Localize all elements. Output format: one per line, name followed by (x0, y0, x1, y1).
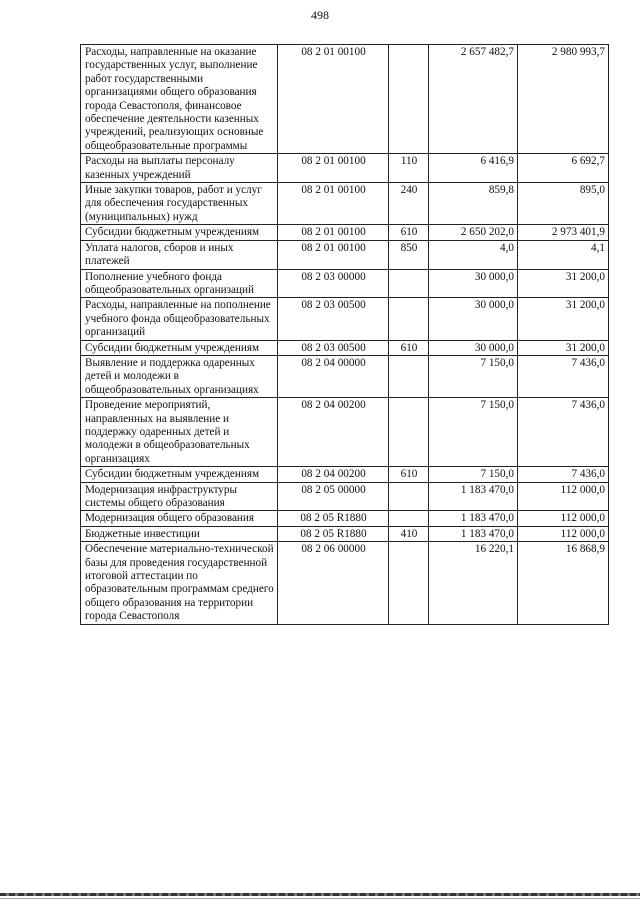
row-name-cell: Выявление и поддержка одаренных детей и молодежи в общеобразовательных организациях (81, 355, 278, 397)
row-code-cell: 08 2 01 00100 (278, 183, 389, 225)
row-amount-year1-cell: 1 183 470,0 (429, 482, 518, 511)
row-code-cell: 08 2 04 00200 (278, 467, 389, 482)
table-row (81, 269, 609, 298)
row-code-cell: 08 2 05 R1880 (278, 526, 389, 541)
row-amount-year1-cell: 6 416,9 (429, 154, 518, 183)
row-amount-year2-cell: 6 692,7 (518, 154, 609, 183)
row-name-cell: Обеспечение материально-технической базы для проведения государственной итоговой аттестации по образовательным программам среднего общего образования на территории города Севастополя (81, 542, 278, 624)
row-name-cell: Расходы на выплаты персоналу казенных учреждений (81, 154, 278, 183)
row-code-cell: 08 2 03 00000 (278, 269, 389, 298)
row-code-cell: 08 2 01 00100 (278, 154, 389, 183)
row-amount-year2-cell: 7 436,0 (518, 355, 609, 397)
table-row (81, 482, 609, 511)
row-name-cell: Расходы, направленные на оказание государственных услуг, выполнение работ государственными организациями общего образования города Севастополя, финансовое обеспечение деятельности казенных учреждений, реализующих основные общеобразовательные программы (81, 45, 278, 154)
row-expense-type-cell: 110 (389, 154, 429, 183)
bottom-border-line (0, 893, 640, 896)
row-name-cell: Субсидии бюджетным учреждениям (81, 467, 278, 482)
row-expense-type-cell: 610 (389, 225, 429, 240)
row-amount-year1-cell: 30 000,0 (429, 340, 518, 355)
row-amount-year2-cell: 4,1 (518, 240, 609, 269)
row-expense-type-cell: 850 (389, 240, 429, 269)
table-row (81, 298, 609, 340)
row-amount-year1-cell: 859,8 (429, 183, 518, 225)
table-row (81, 398, 609, 467)
row-expense-type-cell (389, 298, 429, 340)
row-amount-year1-cell: 7 150,0 (429, 355, 518, 397)
row-amount-year2-cell: 16 868,9 (518, 542, 609, 624)
row-amount-year2-cell: 2 973 401,9 (518, 225, 609, 240)
row-amount-year1-cell: 7 150,0 (429, 467, 518, 482)
row-expense-type-cell: 240 (389, 183, 429, 225)
table-row (81, 511, 609, 526)
row-expense-type-cell (389, 542, 429, 624)
row-name-cell: Субсидии бюджетным учреждениям (81, 340, 278, 355)
table-row (81, 355, 609, 397)
row-name-cell: Иные закупки товаров, работ и услуг для обеспечения государственных (муниципальных) нужд (81, 183, 278, 225)
table-row (81, 45, 609, 154)
table-row (81, 340, 609, 355)
row-expense-type-cell: 410 (389, 526, 429, 541)
row-code-cell: 08 2 04 00200 (278, 398, 389, 467)
row-amount-year2-cell: 7 436,0 (518, 398, 609, 467)
row-amount-year1-cell: 16 220,1 (429, 542, 518, 624)
row-code-cell: 08 2 01 00100 (278, 225, 389, 240)
budget-table (80, 44, 609, 625)
row-name-cell: Проведение мероприятий, направленных на выявление и поддержку одаренных детей и молодежи в общеобразовательных организациях (81, 398, 278, 467)
row-amount-year2-cell: 112 000,0 (518, 482, 609, 511)
row-amount-year1-cell: 30 000,0 (429, 298, 518, 340)
row-expense-type-cell (389, 269, 429, 298)
row-name-cell: Модернизация общего образования (81, 511, 278, 526)
row-name-cell: Пополнение учебного фонда общеобразовательных организаций (81, 269, 278, 298)
row-code-cell: 08 2 01 00100 (278, 45, 389, 154)
row-expense-type-cell (389, 511, 429, 526)
row-code-cell: 08 2 01 00100 (278, 240, 389, 269)
row-expense-type-cell (389, 398, 429, 467)
row-name-cell: Уплата налогов, сборов и иных платежей (81, 240, 278, 269)
row-amount-year1-cell: 2 657 482,7 (429, 45, 518, 154)
row-expense-type-cell (389, 482, 429, 511)
row-name-cell: Субсидии бюджетным учреждениям (81, 225, 278, 240)
row-amount-year2-cell: 31 200,0 (518, 298, 609, 340)
row-amount-year1-cell: 7 150,0 (429, 398, 518, 467)
row-amount-year2-cell: 112 000,0 (518, 526, 609, 541)
table-row (81, 467, 609, 482)
row-code-cell: 08 2 05 R1880 (278, 511, 389, 526)
row-amount-year1-cell: 1 183 470,0 (429, 511, 518, 526)
row-code-cell: 08 2 04 00000 (278, 355, 389, 397)
row-name-cell: Бюджетные инвестиции (81, 526, 278, 541)
row-amount-year2-cell: 2 980 993,7 (518, 45, 609, 154)
row-code-cell: 08 2 05 00000 (278, 482, 389, 511)
table-row (81, 225, 609, 240)
table-row (81, 183, 609, 225)
row-code-cell: 08 2 03 00500 (278, 298, 389, 340)
row-name-cell: Модернизация инфраструктуры системы общего образования (81, 482, 278, 511)
row-amount-year2-cell: 31 200,0 (518, 269, 609, 298)
row-expense-type-cell (389, 45, 429, 154)
row-code-cell: 08 2 03 00500 (278, 340, 389, 355)
row-amount-year1-cell: 4,0 (429, 240, 518, 269)
row-amount-year1-cell: 1 183 470,0 (429, 526, 518, 541)
bottom-border-line-thin (0, 898, 640, 899)
row-amount-year1-cell: 30 000,0 (429, 269, 518, 298)
table-row (81, 526, 609, 541)
row-expense-type-cell (389, 355, 429, 397)
row-expense-type-cell: 610 (389, 340, 429, 355)
row-name-cell: Расходы, направленные на пополнение учебного фонда общеобразовательных организаций (81, 298, 278, 340)
row-amount-year1-cell: 2 650 202,0 (429, 225, 518, 240)
table-row (81, 154, 609, 183)
table-row (81, 240, 609, 269)
page-number: 498 (311, 8, 329, 22)
row-expense-type-cell: 610 (389, 467, 429, 482)
row-amount-year2-cell: 112 000,0 (518, 511, 609, 526)
row-amount-year2-cell: 31 200,0 (518, 340, 609, 355)
budget-table-body (81, 45, 609, 625)
row-amount-year2-cell: 7 436,0 (518, 467, 609, 482)
row-amount-year2-cell: 895,0 (518, 183, 609, 225)
row-code-cell: 08 2 06 00000 (278, 542, 389, 624)
table-row (81, 542, 609, 624)
